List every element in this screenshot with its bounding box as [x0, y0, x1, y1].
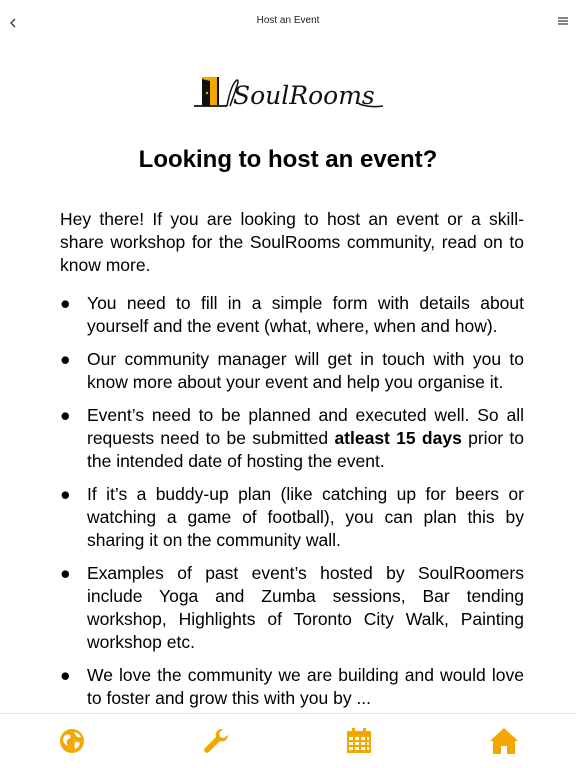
wrench-icon[interactable] — [201, 726, 231, 756]
event-info-content — [0, 44, 576, 713]
calendar-icon[interactable] — [344, 726, 374, 756]
bottom-tab-bar — [0, 713, 576, 768]
globe-icon[interactable] — [57, 726, 87, 756]
list-item — [60, 404, 524, 473]
soulrooms-logo — [193, 74, 385, 114]
bullet-text: Examples of past event’s hosted by SoulRoomers include Yoga and Zumba sessions, Bar tending workshop, Highlights of Toronto City Walk, Painting workshop etc. — [87, 563, 524, 652]
guidelines-list — [60, 292, 524, 713]
list-item — [60, 562, 524, 654]
hamburger-menu-icon[interactable] — [556, 14, 570, 28]
intro-paragraph: Hey there! If you are looking to host an event or a skill-share workshop for the SoulRooms community, read on to know more. — [60, 209, 524, 275]
home-icon[interactable] — [489, 726, 519, 756]
list-item — [60, 348, 524, 394]
bullet-text: If it’s a buddy-up plan (like catching up for beers or watching a game of football), you can plan this by sharing it on the community wall. — [87, 484, 524, 550]
page-headline: Looking to host an event? — [138, 146, 438, 173]
bullet-dot: ● — [60, 349, 71, 369]
top-navigation-bar — [0, 0, 576, 44]
list-item — [60, 292, 524, 338]
bullet-dot: ● — [60, 665, 71, 685]
logo-wordmark: SoulRooms — [233, 81, 375, 110]
bullet-dot: ● — [60, 405, 71, 425]
list-item — [60, 483, 524, 552]
bullet-dot: ● — [60, 563, 71, 583]
bullet-text-after: prior to the intended date of hosting the event. — [87, 428, 525, 471]
bullet-text-before: Event’s need to be planned and executed well. So all requests need to be submitted — [87, 405, 524, 448]
bullet-text-emphasis: atleast 15 days — [334, 428, 462, 448]
bullet-text: We love the community we are building and would love to foster and grow this with you by ... — [87, 665, 524, 708]
page-title: Host an Event — [256, 15, 320, 26]
bullet-dot: ● — [60, 484, 71, 504]
bullet-text: You need to fill in a simple form with details about yourself and the event (what, where, when and how). — [87, 293, 524, 336]
bullet-text: Our community manager will get in touch with you to know more about your event and help you organise it. — [87, 349, 524, 392]
bullet-dot: ● — [60, 293, 71, 313]
list-item — [60, 664, 524, 710]
